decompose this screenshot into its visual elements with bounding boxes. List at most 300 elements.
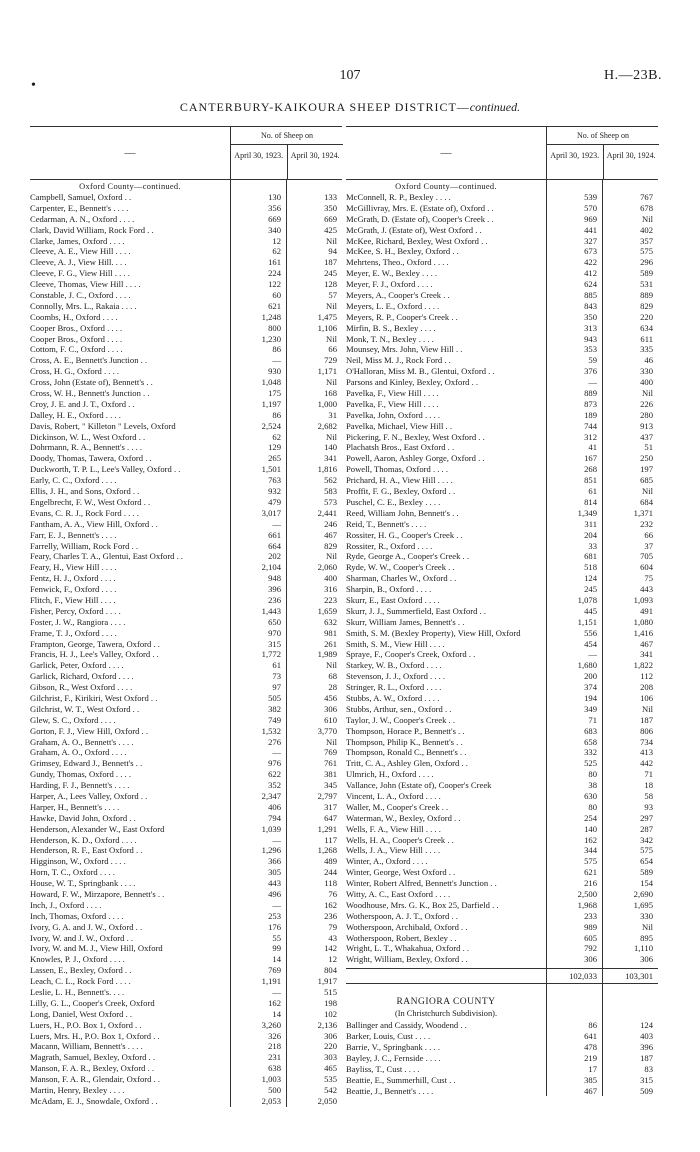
sheep-1923: 99 xyxy=(272,943,281,954)
sheep-1924: 18 xyxy=(644,780,653,791)
sheep-1923: 575 xyxy=(584,856,597,867)
table-row xyxy=(346,257,658,268)
table-row xyxy=(346,432,658,443)
table-row xyxy=(346,867,658,878)
table-row xyxy=(346,530,658,541)
sheep-1923: 1,248 xyxy=(261,311,281,322)
sheep-1923: 353 xyxy=(584,344,597,355)
table-row xyxy=(346,519,658,530)
table-row xyxy=(30,257,342,268)
table-row xyxy=(346,290,658,301)
table-row xyxy=(30,1052,342,1063)
sheep-1924: 66 xyxy=(644,529,653,540)
sheep-1923: 332 xyxy=(584,747,597,758)
sheep-1923: 932 xyxy=(268,486,281,497)
table-row xyxy=(30,541,342,552)
owner-name: Howard, F. W., Mirzapore, Bennett's . . xyxy=(30,889,165,899)
table-row xyxy=(30,976,342,987)
table-row xyxy=(30,486,342,497)
owner-name: Waller, M., Cooper's Creek . . xyxy=(346,801,449,812)
sheep-1923: 792 xyxy=(584,943,597,954)
sheep-1924: 403 xyxy=(640,1031,653,1042)
sheep-1923: 162 xyxy=(584,834,597,845)
sheep-1923: 312 xyxy=(584,431,597,442)
left-column xyxy=(30,126,342,1107)
owner-name: Winter, A., Oxford . . . . xyxy=(346,856,428,867)
table-row xyxy=(346,377,658,388)
table-row xyxy=(30,856,342,867)
table-row xyxy=(346,617,658,628)
table-row xyxy=(30,388,342,399)
sheep-1924: 341 xyxy=(324,453,337,464)
owner-name: McGrath, J. (Estate of), West Oxford . . xyxy=(346,224,482,235)
sheep-1924: Nil xyxy=(326,660,337,671)
sheep-1924: 589 xyxy=(640,867,653,878)
sheep-1924: 226 xyxy=(640,398,653,409)
sheep-1924: 913 xyxy=(640,420,653,431)
owner-name: Mehrtens, Theo., Oxford . . . . xyxy=(346,257,449,268)
sheep-1924: 2,682 xyxy=(317,420,337,431)
table-row xyxy=(346,203,658,214)
sheep-1923: 814 xyxy=(584,496,597,507)
section-heading: Oxford County—continued. xyxy=(79,182,181,191)
table-row xyxy=(346,628,658,639)
table-row xyxy=(30,551,342,562)
sheep-1924: 437 xyxy=(640,431,653,442)
table-row xyxy=(346,595,658,606)
table-row xyxy=(30,954,342,965)
sheep-1923: 763 xyxy=(268,475,281,486)
sheep-1924: 531 xyxy=(640,279,653,290)
table-row xyxy=(346,497,658,508)
sheep-1923: 12 xyxy=(272,235,281,246)
sheep-1924: 46 xyxy=(644,355,653,366)
table-row xyxy=(30,562,342,573)
table-row xyxy=(30,573,342,584)
owner-name: Constable, J. C., Oxford . . . . xyxy=(30,290,131,301)
sheep-1924: 315 xyxy=(640,1074,653,1085)
sheep-1924: 583 xyxy=(324,486,337,497)
sheep-1924: 589 xyxy=(640,268,653,279)
page-title xyxy=(0,100,700,115)
sheep-1923: 204 xyxy=(584,529,597,540)
owner-name: Meyers, L. E., Oxford . . . . xyxy=(346,300,440,311)
table-row xyxy=(30,649,342,660)
owner-name: Carpenter, E., Bennett's . . . . xyxy=(30,202,129,213)
owner-name: Early, C. C., Oxford . . . . xyxy=(30,475,117,486)
owner-name: Graham, A. O., Oxford . . . . xyxy=(30,747,127,758)
sheep-1923: — xyxy=(272,987,281,998)
sheep-1923: 605 xyxy=(584,932,597,943)
sheep-1923: 873 xyxy=(584,398,597,409)
document-code: H.—23B. xyxy=(604,68,662,83)
owner-name: Stringer, R. L., Oxford . . . . xyxy=(346,682,442,693)
sheep-1924: 220 xyxy=(324,1041,337,1052)
owner-name: Meyers, R. P., Cooper's Creek . . xyxy=(346,311,458,322)
table-row xyxy=(30,900,342,911)
owner-name: Ivory, W. and M. J., View Hill, Oxford xyxy=(30,943,163,954)
table-row xyxy=(346,442,658,453)
table-row xyxy=(346,279,658,290)
sheep-1924: Nil xyxy=(642,486,653,497)
sheep-1924: 187 xyxy=(640,1052,653,1063)
sheep-1923: 200 xyxy=(584,671,597,682)
table-row xyxy=(346,399,658,410)
right-column xyxy=(346,126,658,1096)
owner-name: Connolly, Mrs. L., Rakaia . . . . xyxy=(30,300,137,311)
table-row xyxy=(346,922,658,933)
table-row xyxy=(30,214,342,225)
table-row xyxy=(30,312,342,323)
table-row xyxy=(346,933,658,944)
owner-name: Evans, C. R. J., Rock Ford . . . . xyxy=(30,507,139,518)
owner-name: Foster, J. W., Rangiora . . . . xyxy=(30,616,126,627)
sheep-1923: — xyxy=(588,649,597,660)
sheep-1924: Nil xyxy=(326,736,337,747)
sheep-1923: 2,347 xyxy=(261,790,281,801)
owner-name: Frampton, George, Tawera, Oxford . . xyxy=(30,638,160,649)
title-continued: continued. xyxy=(469,100,521,114)
sheep-1924: 306 xyxy=(324,703,337,714)
table-row xyxy=(30,824,342,835)
table-row xyxy=(346,551,658,562)
sheep-1923: 253 xyxy=(268,910,281,921)
sheep-1924: 562 xyxy=(324,475,337,486)
owner-name: Wotherspoon, Archibald, Oxford . . xyxy=(346,921,468,932)
owner-name: Winter, George, West Oxford . . xyxy=(346,867,456,878)
table-row xyxy=(346,682,658,693)
owner-name: Gibson, R., West Oxford . . . . xyxy=(30,682,133,693)
owner-name: McGillivray, Mrs. E. (Estate of), Oxford . . xyxy=(346,202,494,213)
sheep-1924: 678 xyxy=(640,202,653,213)
sheep-1923: 61 xyxy=(588,486,597,497)
sheep-1924: 102 xyxy=(324,1008,337,1019)
sheep-1923: 382 xyxy=(268,703,281,714)
owner-name: Meyers, A., Cooper's Creek . . xyxy=(346,290,450,301)
owner-name: House, W. T., Springbank . . . . xyxy=(30,878,136,889)
owner-name: Cross, John (Estate of), Bennett's . . xyxy=(30,377,153,388)
table-row xyxy=(346,943,658,954)
sheep-1924: 2,797 xyxy=(317,790,337,801)
table-row xyxy=(346,1031,658,1042)
sheep-1923: 231 xyxy=(268,1052,281,1063)
table-row xyxy=(30,867,342,878)
sheep-1924: 330 xyxy=(640,910,653,921)
sheep-1923: 1,680 xyxy=(577,660,597,671)
table-row xyxy=(346,649,658,660)
owner-name: Cooper Bros., Oxford . . . . xyxy=(30,333,123,344)
table-row xyxy=(30,726,342,737)
table-row xyxy=(346,606,658,617)
sheep-1924: 1,822 xyxy=(633,660,653,671)
table-row xyxy=(346,236,658,247)
sheep-1924: 68 xyxy=(328,671,337,682)
sheep-1924: 246 xyxy=(324,518,337,529)
sheep-1923: 86 xyxy=(588,1020,597,1031)
owner-name: Frame, T. J., Oxford . . . . xyxy=(30,627,117,638)
table-row xyxy=(30,334,342,345)
county-heading: RANGIORA COUNTY xyxy=(396,997,496,1008)
owner-name: O'Halloran, Miss M. B., Glentui, Oxford . . xyxy=(346,366,495,377)
sheep-1924: 93 xyxy=(644,801,653,812)
sheep-1923: — xyxy=(272,355,281,366)
table-row xyxy=(30,519,342,530)
owner-name: Grimsey, Edward J., Bennett's . . xyxy=(30,758,143,769)
table-row xyxy=(346,573,658,584)
sheep-1923: 315 xyxy=(268,638,281,649)
sheep-1924: 197 xyxy=(640,464,653,475)
table-row xyxy=(346,475,658,486)
table-row xyxy=(346,192,658,203)
sheep-1923: 2,500 xyxy=(577,889,597,899)
sheep-1923: 80 xyxy=(588,801,597,812)
sheep-1923: 664 xyxy=(268,540,281,551)
sheep-1923: 496 xyxy=(268,889,281,899)
owner-name: Witty, A. C., East Oxford . . . . xyxy=(346,889,451,899)
sheep-1923: 396 xyxy=(268,584,281,595)
table-row xyxy=(30,1085,342,1096)
table-row xyxy=(30,192,342,203)
sheep-1924: 806 xyxy=(640,725,653,736)
table-row xyxy=(30,715,342,726)
table-row xyxy=(346,747,658,758)
table-row xyxy=(346,845,658,856)
table-row xyxy=(346,1075,658,1086)
owner-name: Wright, L. T., Whakahua, Oxford . . xyxy=(346,943,470,954)
sheep-1924: Nil xyxy=(326,551,337,562)
owner-name: Lilly, G. L., Cooper's Creek, Oxford xyxy=(30,997,155,1008)
table-row xyxy=(30,617,342,628)
owner-name: Feary, H., View Hill . . . . xyxy=(30,562,117,573)
table-row xyxy=(346,225,658,236)
table-row xyxy=(30,366,342,377)
owner-name: Smith, S. M., View Hill . . . . xyxy=(346,638,445,649)
sheep-1924: 58 xyxy=(644,790,653,801)
sheep-1924: 128 xyxy=(324,279,337,290)
sheep-1924: Nil xyxy=(642,703,653,714)
sheep-1924: 456 xyxy=(324,692,337,703)
sheep-1923: 14 xyxy=(272,954,281,965)
sheep-1923: 62 xyxy=(272,431,281,442)
sheep-1924: 467 xyxy=(324,529,337,540)
header-1923: April 30, 1923. xyxy=(550,151,600,160)
owner-name: Stevenson, J. J., Oxford . . . . xyxy=(346,671,446,682)
sheep-1924: 669 xyxy=(324,213,337,224)
table-row xyxy=(30,737,342,748)
table-row xyxy=(30,933,342,944)
table-header xyxy=(346,126,658,180)
owner-name: Magrath, Samuel, Bexley, Oxford . . xyxy=(30,1052,155,1063)
table-row xyxy=(346,464,658,475)
sheep-1924: 729 xyxy=(324,355,337,366)
sheep-1923: 681 xyxy=(584,551,597,562)
owner-name: Wells, H. A., Cooper's Creek . . xyxy=(346,834,454,845)
sheep-1923: 38 xyxy=(588,780,597,791)
sheep-1923: 650 xyxy=(268,616,281,627)
owner-name: Ulmrich, H., Oxford . . . . xyxy=(346,769,434,780)
sheep-1924: 287 xyxy=(640,823,653,834)
sheep-1924: 467 xyxy=(640,638,653,649)
table-row xyxy=(346,900,658,911)
sheep-1923: 140 xyxy=(584,823,597,834)
sheep-1924: 632 xyxy=(324,616,337,627)
table-row xyxy=(30,595,342,606)
sheep-1924: 280 xyxy=(640,409,653,420)
sheep-1924: 400 xyxy=(324,573,337,584)
sheep-1923: 326 xyxy=(268,1030,281,1041)
table-row xyxy=(346,1086,658,1097)
sheep-1923: 794 xyxy=(268,812,281,823)
owner-name: Neil, Miss M. J., Rock Ford . . xyxy=(346,355,451,366)
sheep-1923: 441 xyxy=(584,224,597,235)
owner-name: Waterman, W., Bexley, Oxford . . xyxy=(346,812,461,823)
sheep-1924: 297 xyxy=(640,812,653,823)
sheep-1923: 366 xyxy=(268,856,281,867)
sheep-1924: 2,060 xyxy=(317,562,337,573)
sheep-1923: 216 xyxy=(584,878,597,889)
sheep-1924: 425 xyxy=(324,224,337,235)
sheep-1923: 621 xyxy=(584,867,597,878)
table-row xyxy=(30,628,342,639)
sheep-1923: 59 xyxy=(588,355,597,366)
sheep-1924: 1,093 xyxy=(633,594,653,605)
sheep-1923: 350 xyxy=(584,311,597,322)
owner-name: Ivory, G. A. and J. W., Oxford . . xyxy=(30,921,143,932)
table-row xyxy=(30,704,342,715)
sheep-1924: 767 xyxy=(640,192,653,202)
sheep-1924: 491 xyxy=(640,605,653,616)
table-row xyxy=(346,1020,658,1031)
owner-name: Dohrmann, R. A., Bennett's . . . . xyxy=(30,442,143,453)
header-sheep-group xyxy=(230,127,343,179)
sheep-1924: 316 xyxy=(324,584,337,595)
sheep-1923: 218 xyxy=(268,1041,281,1052)
owner-name: Mounsey, Mrs. John, View Hill . . xyxy=(346,344,463,355)
owner-name: Ivory, W. and J. W., Oxford . . xyxy=(30,932,134,943)
table-row xyxy=(30,432,342,443)
table-row xyxy=(30,987,342,998)
sheep-1924: 187 xyxy=(324,257,337,268)
sheep-1924: 535 xyxy=(324,1074,337,1085)
sheep-1923: 769 xyxy=(268,965,281,976)
sheep-1923: 930 xyxy=(268,366,281,377)
sheep-1923: 1,772 xyxy=(261,649,281,660)
owner-name: Plachatsh Bros., East Oxford . . xyxy=(346,442,455,453)
sheep-1924: 303 xyxy=(324,1052,337,1063)
sheep-1924: 57 xyxy=(328,290,337,301)
sheep-1923: 412 xyxy=(584,268,597,279)
owner-name: Clarke, James, Oxford . . . . xyxy=(30,235,125,246)
sheep-1924: Nil xyxy=(642,213,653,224)
sheep-1923: 176 xyxy=(268,921,281,932)
owner-name: McAdam, E. J., Snowdale, Oxford . . xyxy=(30,1095,158,1106)
section-heading: Oxford County—continued. xyxy=(395,182,497,191)
owner-name: Francis, H. J., Lee's Valley, Oxford . . xyxy=(30,649,159,660)
sheep-1924: Nil xyxy=(326,300,337,311)
sheep-1923: 219 xyxy=(584,1052,597,1063)
sheep-1923: 202 xyxy=(268,551,281,562)
owner-name: Doody, Thomas, Tawera, Oxford . . xyxy=(30,453,152,464)
sheep-1923: 556 xyxy=(584,627,597,638)
sheep-1923: 233 xyxy=(584,910,597,921)
table-row xyxy=(30,802,342,813)
sheep-1923: 851 xyxy=(584,475,597,486)
sheep-1923: 194 xyxy=(584,692,597,703)
owner-name: Woodhouse, Mrs. G. K., Box 25, Darfield . . xyxy=(346,899,499,910)
table-row xyxy=(30,791,342,802)
table-row xyxy=(30,1096,342,1107)
owner-name: Meyer, F. J., Oxford . . . . xyxy=(346,279,433,290)
owner-name: Wotherspoon, A. J. T., Oxford . . xyxy=(346,910,458,921)
table-row xyxy=(30,530,342,541)
table-row xyxy=(30,1074,342,1085)
owner-name: Fantham, A. A., View Hill, Oxford . . xyxy=(30,518,158,529)
table-row xyxy=(346,813,658,824)
sheep-1924: 236 xyxy=(324,910,337,921)
sheep-1923: 305 xyxy=(268,867,281,878)
sheep-1924: 1,695 xyxy=(633,899,653,910)
sheep-1924: 261 xyxy=(324,638,337,649)
table-row xyxy=(346,911,658,922)
sheep-1924: Nil xyxy=(642,921,653,932)
sheep-1924: Nil xyxy=(642,388,653,399)
owner-name: Thompson, Ronald C., Bennett's . . xyxy=(346,747,467,758)
sheep-1924: 610 xyxy=(324,714,337,725)
table-row xyxy=(30,399,342,410)
sheep-1923: 2,053 xyxy=(261,1095,281,1106)
owner-name: Fenwick, F., Oxford . . . . xyxy=(30,584,117,595)
sheep-1924: 341 xyxy=(640,649,653,660)
sheep-1923: 749 xyxy=(268,714,281,725)
sheep-1924: 2,690 xyxy=(633,889,653,899)
sheep-1924: 223 xyxy=(324,594,337,605)
sheep-1923: 33 xyxy=(588,540,597,551)
sheep-1923: 245 xyxy=(584,584,597,595)
table-row xyxy=(30,268,342,279)
sheep-1924: 12 xyxy=(328,954,337,965)
sheep-1923: 2,104 xyxy=(261,562,281,573)
owner-name: Manson, F. A. R., Bexley, Oxford . . xyxy=(30,1063,155,1074)
owner-name: Powell, Thomas, Oxford . . . . xyxy=(346,464,449,475)
sheep-1923: 969 xyxy=(584,213,597,224)
sheep-1923: 3,260 xyxy=(261,1019,281,1030)
sheep-1924: 28 xyxy=(328,682,337,693)
sheep-1923: 86 xyxy=(272,409,281,420)
owner-name: Henderson, R. F., East Oxford . . xyxy=(30,845,143,856)
sheep-1923: 518 xyxy=(584,562,597,573)
sheep-1924: Nil xyxy=(326,235,337,246)
sheep-1923: 189 xyxy=(584,409,597,420)
sheep-1924: 402 xyxy=(640,224,653,235)
sheep-1923: 479 xyxy=(268,496,281,507)
sheep-1924: 604 xyxy=(640,562,653,573)
owner-name: Ballinger and Cassidy, Woodend . . xyxy=(346,1020,467,1031)
table-row xyxy=(30,442,342,453)
owner-name: Pavelka, Michael, View Hill . . xyxy=(346,420,453,431)
sheep-1923: 1,532 xyxy=(261,725,281,736)
table-row xyxy=(30,344,342,355)
sheep-1923: 161 xyxy=(268,257,281,268)
owner-name: Graham, A. O., Bennett's . . . . xyxy=(30,736,134,747)
owner-name: Stubbs, A. W., Oxford . . . . xyxy=(346,692,440,703)
sheep-1924: 381 xyxy=(324,769,337,780)
sheep-1923: 624 xyxy=(584,279,597,290)
owner-name: Dickinson, W. L., West Oxford . . xyxy=(30,431,146,442)
owner-name: Pavelka, F., View Hill . . . . xyxy=(346,398,439,409)
owner-name: Ryde, W. W., Cooper's Creek . . xyxy=(346,562,455,573)
sheep-1924: 118 xyxy=(324,878,337,889)
table-row xyxy=(30,878,342,889)
